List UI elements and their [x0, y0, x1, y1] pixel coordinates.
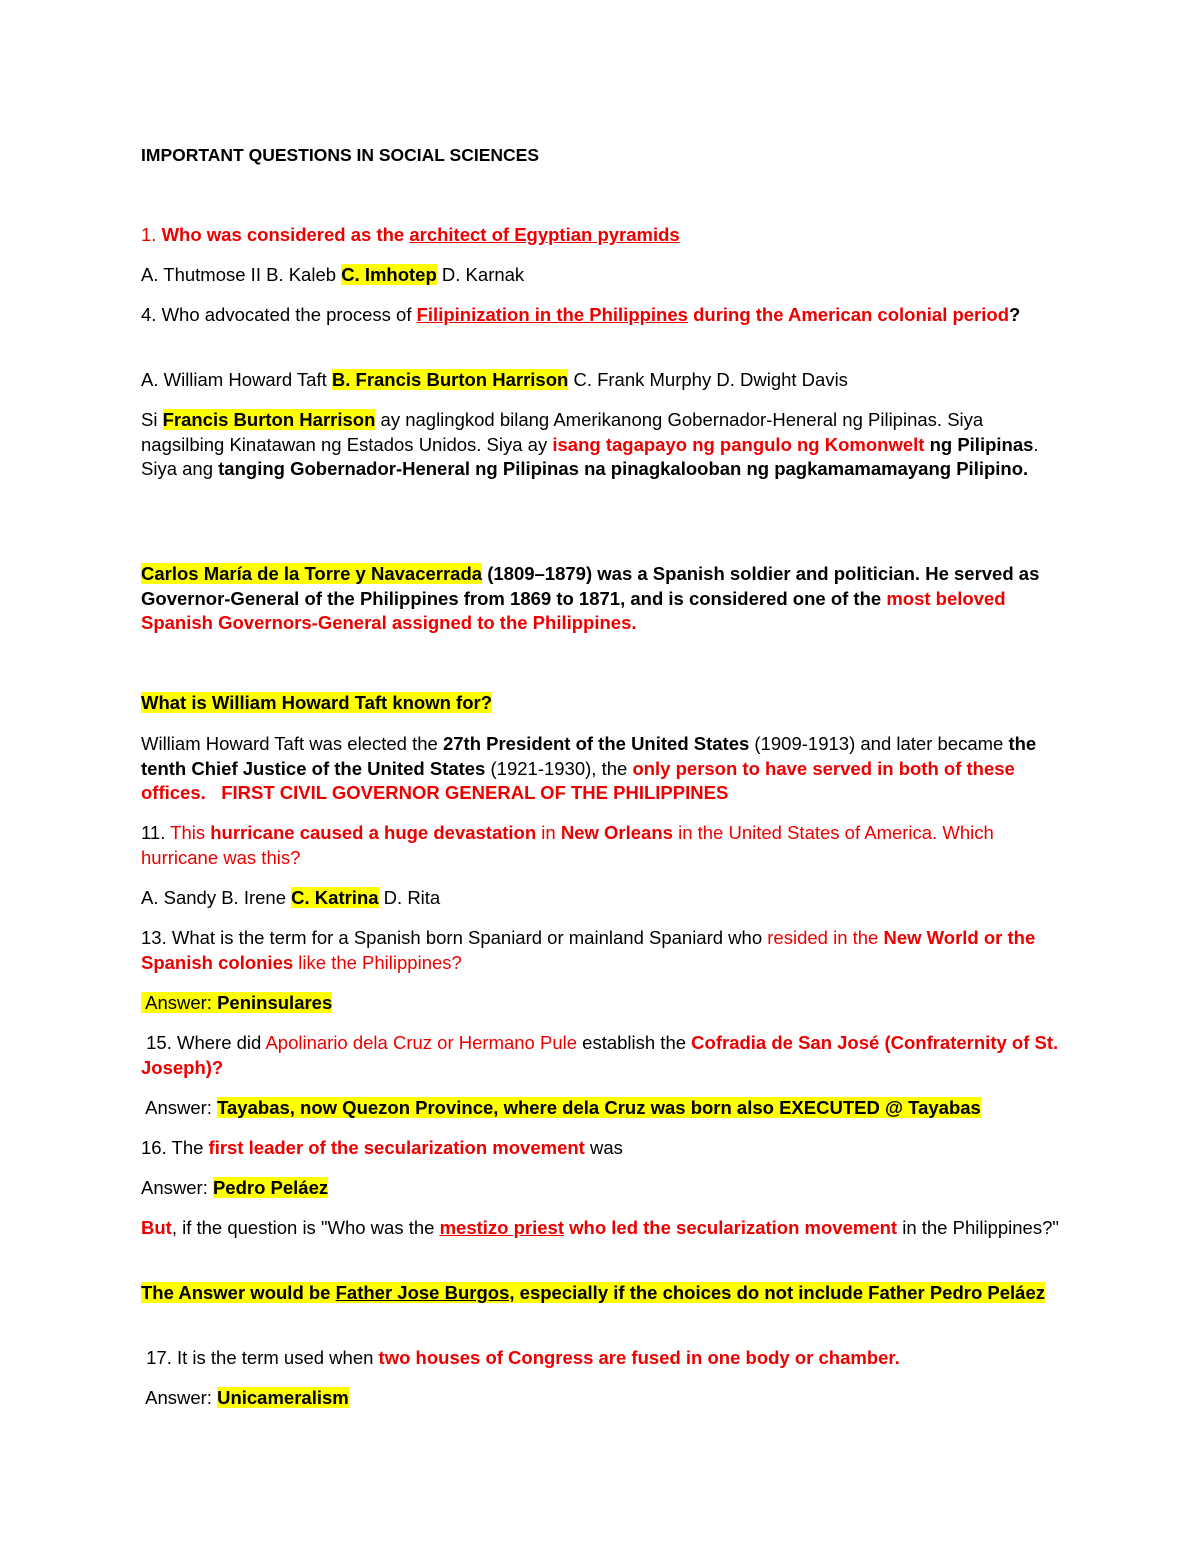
choices-text: A. Sandy B. Irene	[141, 887, 292, 908]
choices-text: D. Rita	[378, 887, 441, 908]
note-emphasis: But	[141, 1217, 172, 1238]
note-text: Pilipinas	[957, 433, 1034, 455]
note-text: tanging Gobernador-Heneral ng Pilipinas na pinagkalooban ng pagkamamamayang Pilipino.	[218, 458, 1029, 479]
note-emphasis: only person to have served in both of these offices. FIRST CIVIL GOVERNOR GENERAL OF THE PHILIPPINES	[141, 757, 1020, 803]
but-note	[141, 1216, 1071, 1241]
question-1-choices	[141, 263, 1071, 288]
note-emphasis: who led the secularization movement	[564, 1217, 898, 1238]
question-4	[141, 303, 1071, 328]
highlighted-answer: C. Katrina	[291, 887, 379, 908]
question-text: establish the	[577, 1032, 692, 1053]
highlighted-name: Francis Burton Harrison	[162, 409, 376, 430]
choices-text: A. Thutmose II B. Kaleb	[141, 264, 342, 285]
note-text: , if the question is "Who was the	[171, 1217, 440, 1238]
question-emphasis: two houses of Congress are fused in one body or chamber.	[378, 1347, 900, 1368]
highlighted-answer: C. Imhotep	[341, 264, 437, 285]
question-emphasis: hurricane caused a huge devastation	[210, 822, 537, 843]
highlighted-name: Carlos María de la Torre y Navacerrada	[141, 563, 483, 584]
question-number: 1.	[141, 224, 162, 245]
question-emphasis: during the American colonial period	[687, 304, 1010, 325]
note-text: ay naglingkod bilang Amerikanong Gobernador-Heneral ng Pilipinas. Siya nagsilbing Kinatawan ng Estados Unidos. Siya ay	[141, 409, 984, 455]
question-text: like the Philippines?	[293, 951, 462, 973]
question-1	[141, 223, 1071, 248]
note-text: (1809–1879) was a Spanish soldier and politician. He served as Governor-General of the Philippines from 1869 to 1871, and is considered one of the	[141, 563, 1040, 609]
question-11-choices	[141, 886, 1071, 911]
note-text: in the Philippines?"	[897, 1217, 1059, 1238]
question-emphasis: first leader of the secularization movement	[208, 1137, 585, 1158]
question-number: 11.	[141, 822, 171, 843]
question-15-answer	[141, 1096, 1071, 1121]
question-text: This	[170, 822, 211, 843]
note-text: Si	[141, 409, 163, 430]
question-text: 16. The	[141, 1137, 209, 1158]
question-text: 13. What is the term for a Spanish born Spaniard or mainland Spaniard who	[141, 927, 768, 948]
note-text: (1921-1930), the	[485, 757, 633, 779]
note-text: . Siya ang	[141, 433, 1039, 479]
burgos-note	[141, 1281, 1071, 1306]
highlighted-name: Father Jose Burgos	[335, 1282, 510, 1303]
question-16	[141, 1136, 1071, 1161]
question-text: resided in the	[767, 927, 884, 948]
answer-label: Answer:	[141, 992, 218, 1013]
question-emphasis: architect of Egyptian pyramids	[409, 224, 680, 245]
highlighted-question: What is William Howard Taft known for?	[141, 692, 492, 713]
answer-label: Answer:	[141, 1177, 213, 1198]
note-emphasis: isang tagapayo ng pangulo ng Komonwelt	[552, 433, 925, 455]
question-text: Apolinario dela Cruz or Hermano Pule	[265, 1032, 578, 1053]
note-text: 27th President of the United States	[442, 733, 750, 754]
note-text: ng	[924, 433, 958, 455]
taft-answer	[141, 732, 1071, 806]
question-text: in the United States of America. Which hurricane was this?	[141, 822, 994, 868]
question-text: 15. Where did	[141, 1032, 266, 1053]
choices-text: A. William Howard Taft	[141, 369, 332, 390]
highlighted-text: , especially if the choices do not include Father Pedro Peláez	[509, 1282, 1045, 1303]
note-text: William Howard Taft was elected the	[141, 733, 443, 754]
question-text: 4. Who advocated the process of	[141, 304, 417, 325]
question-17-answer	[141, 1386, 1071, 1411]
choices-text: C. Frank Murphy D. Dwight Davis	[568, 369, 848, 390]
question-text: in	[536, 822, 561, 843]
question-15	[141, 1031, 1071, 1080]
question-text: was	[584, 1137, 623, 1158]
question-text: Who was considered as the	[161, 224, 410, 245]
answer-label: Answer:	[141, 1387, 218, 1408]
document-title: IMPORTANT QUESTIONS IN SOCIAL SCIENCES	[141, 145, 539, 165]
question-text: 17. It is the term used when	[141, 1347, 379, 1368]
answer-label: Answer:	[141, 1097, 218, 1118]
highlighted-answer: Unicameralism	[217, 1387, 349, 1408]
note-emphasis: most beloved Spanish Governors-General assigned to the Philippines.	[141, 587, 1006, 633]
note-text: the tenth Chief Justice of the United States	[141, 733, 1037, 779]
harrison-note	[141, 408, 1071, 482]
note-emphasis: mestizo priest	[439, 1217, 564, 1238]
delatorre-note	[141, 562, 1071, 636]
highlighted-answer: B. Francis Burton Harrison	[331, 369, 569, 390]
question-emphasis: Filipinization in the Philippines	[416, 304, 688, 325]
question-mark: ?	[1009, 304, 1021, 325]
question-4-choices	[141, 368, 1071, 393]
question-emphasis: New Orleans	[560, 822, 673, 843]
highlighted-text: The Answer would be	[141, 1282, 336, 1303]
question-13-answer	[141, 991, 1071, 1016]
question-emphasis: New World or the Spanish colonies	[141, 927, 1036, 973]
question-13	[141, 926, 1071, 975]
taft-question	[141, 691, 1071, 716]
question-11	[141, 821, 1071, 870]
choices-text: D. Karnak	[436, 264, 525, 285]
question-emphasis: Cofradia de San José (Confraternity of St. Joseph)?	[141, 1032, 1059, 1078]
note-text: (1909-1913) and later became	[749, 733, 1009, 754]
highlighted-answer: Pedro Peláez	[212, 1177, 329, 1198]
question-17	[141, 1346, 1071, 1371]
highlighted-answer: Peninsulares	[217, 992, 333, 1013]
highlighted-answer: Tayabas, now Quezon Province, where dela Cruz was born also EXECUTED @ Tayabas	[217, 1097, 981, 1118]
question-16-answer	[141, 1176, 1071, 1201]
